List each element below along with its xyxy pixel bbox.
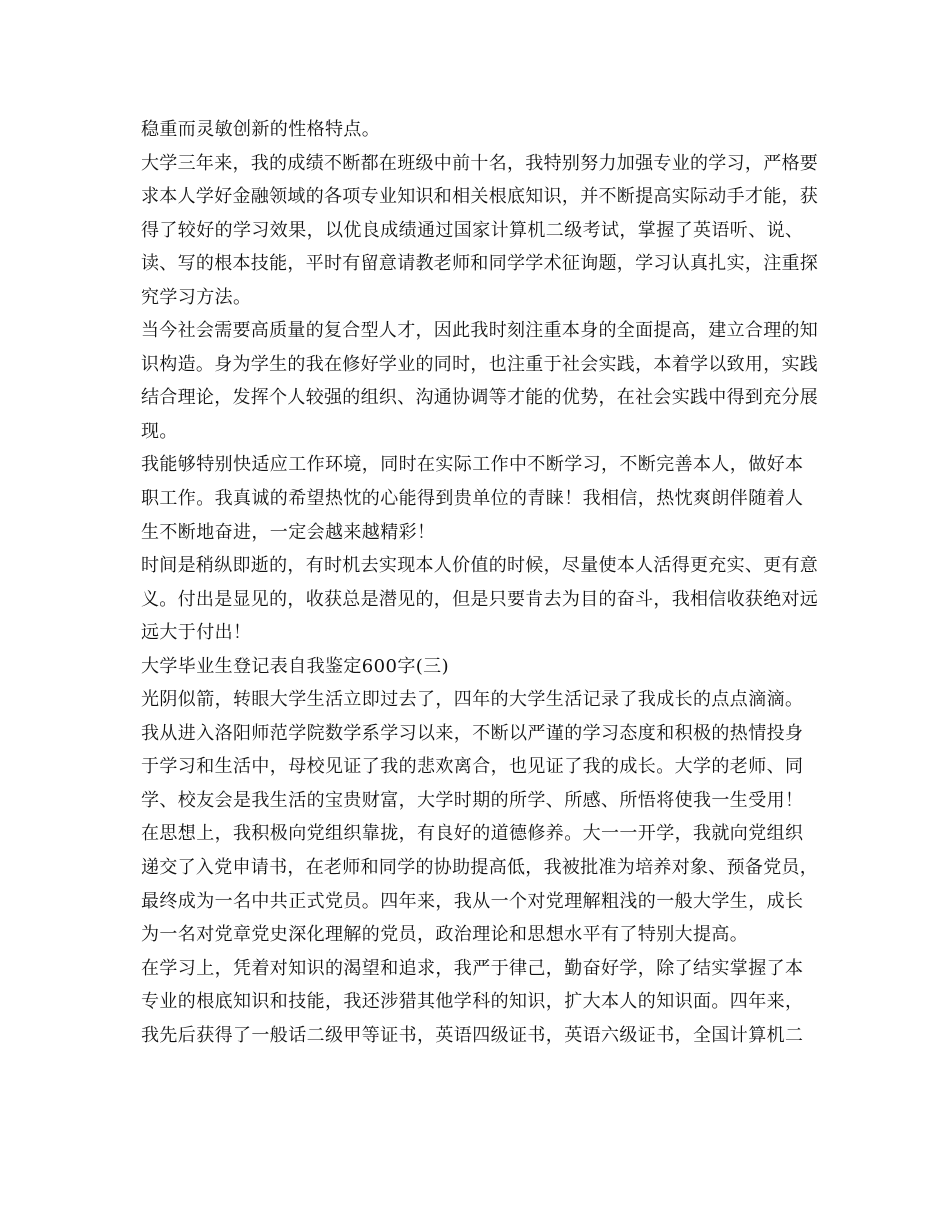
text-line: 求本人学好金融领域的各项专业知识和相关根底知识，并不断提高实际动手才能，获 [141, 186, 819, 208]
text-line: 专业的根底知识和技能，我还涉猎其他学科的知识，扩大本人的知识面。四年来， [141, 991, 804, 1013]
text-line: 学、校友会是我生活的宝贵财富，大学时期的所学、所感、所悟将使我一生受用！ [141, 789, 804, 811]
text-line: 在思想上，我积极向党组织靠拢，有良好的道德修养。大一一开学，我就向党组织 [141, 823, 804, 845]
text-line: 当今社会需要高质量的复合型人才，因此我时刻注重本身的全面提高，建立合理的知 [141, 320, 819, 342]
text-line: 远大于付出！ [141, 622, 252, 644]
text-line: 我能够特别快适应工作环境，同时在实际工作中不断学习，不断完善本人，做好本 [141, 454, 804, 476]
text-line: 光阴似箭，转眼大学生活立即过去了，四年的大学生活记录了我成长的点点滴滴。 [141, 689, 804, 711]
text-line: 读、写的根本技能，平时有留意请教老师和同学学术征询题，学习认真扎实，注重探 [141, 253, 819, 275]
text-line: 递交了入党申请书，在老师和同学的协助提高低，我被批准为培养对象、预备党员， [141, 857, 819, 879]
text-line: 识构造。身为学生的我在修好学业的同时，也注重于社会实践，本着学以致用，实践 [141, 353, 819, 375]
text-line: 得了较好的学习效果，以优良成绩通过国家计算机二级考试，掌握了英语听、说、 [141, 219, 804, 241]
document-body [141, 113, 821, 1052]
text-line: 职工作。我真诚的希望热忱的心能得到贵单位的青睐！我相信，热忱爽朗伴随着人 [141, 488, 804, 510]
text-line: 时间是稍纵即逝的，有时机去实现本人价值的时候，尽量使本人活得更充实、更有意 [141, 555, 819, 577]
text-line: 大学三年来，我的成绩不断都在班级中前十名，我特别努力加强专业的学习，严格要 [141, 152, 819, 174]
text-line: 现。 [141, 420, 178, 442]
text-line: 我先后获得了一般话二级甲等证书，英语四级证书，英语六级证书，全国计算机二 [141, 1024, 804, 1046]
text-line: 稳重而灵敏创新的性格特点。 [141, 119, 381, 140]
text-line: 于学习和生活中，母校见证了我的悲欢离合，也见证了我的成长。大学的老师、同 [141, 756, 804, 778]
text-line: 结合理论，发挥个人较强的组织、沟通协调等才能的优势，在社会实践中得到充分展 [141, 387, 819, 409]
text-line: 最终成为一名中共正式党员。四年来，我从一个对党理解粗浅的一般大学生，成长 [141, 890, 804, 912]
text-line: 义。付出是显见的，收获总是潜见的，但是只要肯去为目的奋斗，我相信收获绝对远 [141, 588, 819, 610]
text-line: 在学习上，凭着对知识的渴望和追求，我严于律己，勤奋好学，除了结实掌握了本 [141, 957, 804, 979]
text-line: 我从进入洛阳师范学院数学系学习以来，不断以严谨的学习态度和积极的热情投身 [141, 722, 804, 744]
text-line: 究学习方法。 [141, 286, 252, 308]
section-heading: 大学毕业生登记表自我鉴定600字(三) [141, 655, 449, 677]
text-line: 生不断地奋进，一定会越来越精彩！ [141, 521, 436, 543]
text-line: 为一名对党章党史深化理解的党员，政治理论和思想水平有了特别大提高。 [141, 924, 749, 946]
